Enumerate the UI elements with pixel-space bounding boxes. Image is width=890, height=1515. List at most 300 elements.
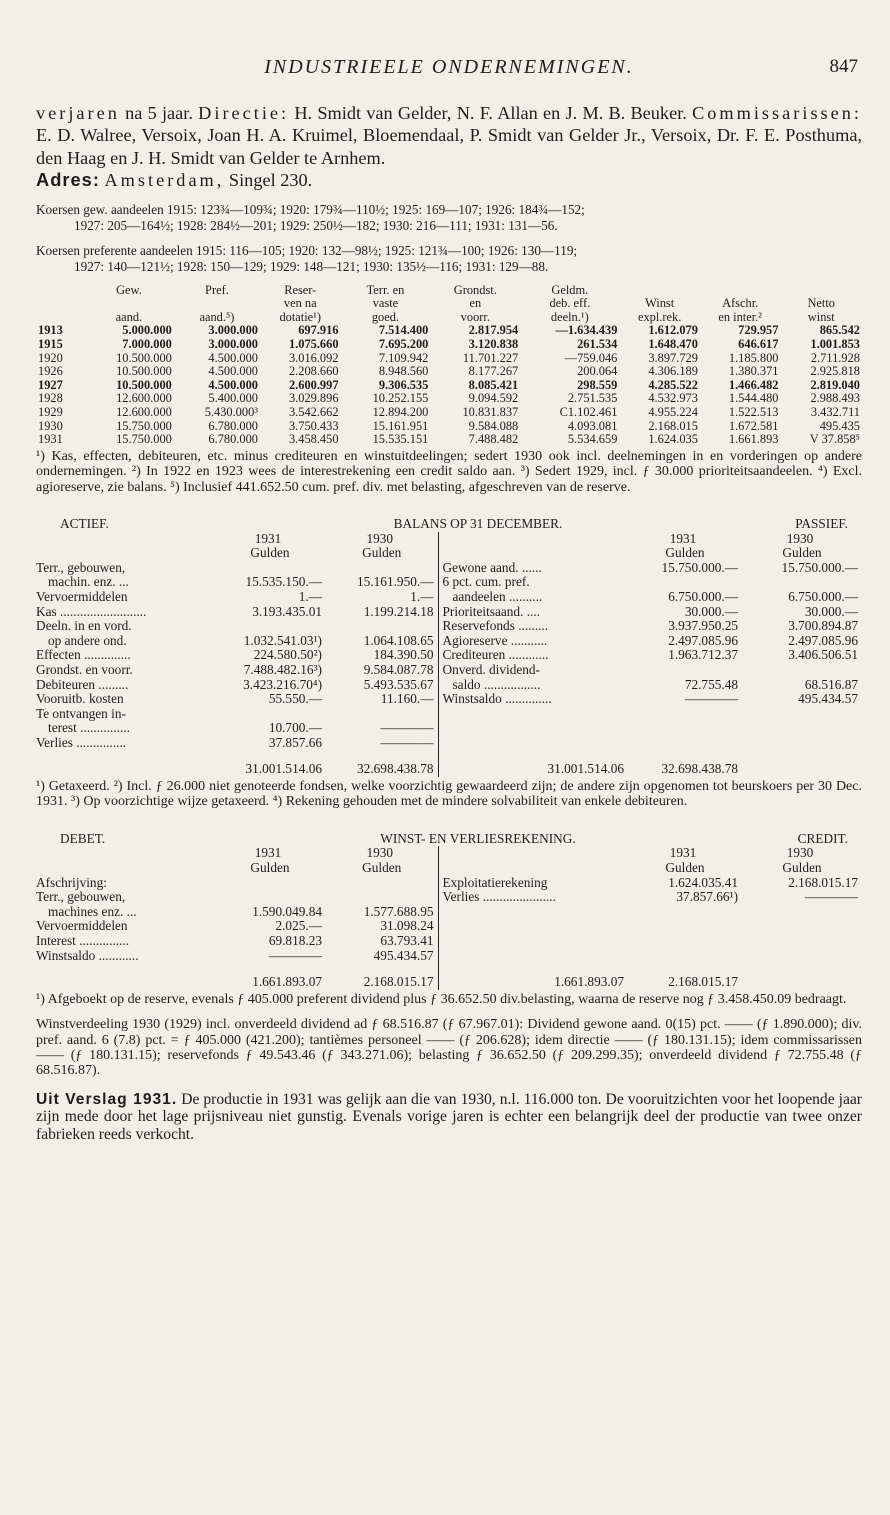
wv-unit-spacer2 [438,861,628,876]
wv-item-value [628,905,742,920]
verslag-text: De productie in 1931 was gelijk aan die van 1930, n.l. 116.000 ton. De vooruitzichten voor het loopende jaar zijn mede door het lage prijsniveau niet gunstig. Evenals vorige jaren is echter een belangrijk deel der productie van twee onzer fabrieken reeds verkocht. [36,1090,862,1144]
history-cell: 3.458.450 [288,432,339,447]
wv-row [36,905,862,920]
history-cell: 4.532.973 [648,391,698,406]
history-header-cell [36,311,84,325]
koersen-gewone [36,202,862,235]
balans-item-label: Kas .......................... [36,603,147,619]
balans-item-value: 55.550.— [268,691,322,707]
history-header-cell: Grondst. [453,282,497,297]
wv-item-value: ———— [804,889,858,905]
history-header-cell: Geldm. [551,282,589,297]
history-year: 1915 [38,337,63,351]
history-year: 1931 [38,432,63,447]
wv-year-1931-right: 1931 [669,845,697,861]
wv-unit-a: Gulden [250,860,290,876]
balans-row [36,721,862,736]
balans-item-label [438,736,628,751]
balans-item-value: 37.857.66 [268,734,322,750]
balans-unit-row [36,546,862,561]
wv-item-value [214,876,326,891]
balans-unit-a: Gulden [250,545,290,561]
history-cell: 4.285.522 [648,377,698,392]
history-cell: 2.711.928 [810,350,860,365]
history-row [36,433,862,447]
balans-item-value [742,575,862,590]
history-year: 1927 [38,377,63,392]
history-year: 1913 [38,323,63,338]
history-cell: 3.897.729 [648,350,698,365]
page [36,56,862,1144]
balans-item-label: Grondst. en voorr. [36,661,133,677]
history-row [36,392,862,406]
wv-row [36,934,862,949]
history-year: 1926 [38,364,63,379]
balans-unit-d: Gulden [782,545,822,561]
header-title: INDUSTRIEELE ONDERNEMINGEN. [264,56,634,78]
balans-item-label: Crediteuren ............ [438,648,628,663]
balans-item-label: aandeelen .......... [438,590,628,605]
wv-item-value: 69.818.23 [268,933,322,949]
history-cell: 5.000.000 [122,323,172,338]
history-cell: 3.750.433 [288,418,339,433]
balans-item-value: 7.488.482.16³) [243,661,322,677]
history-cell: 15.535.151 [372,432,429,447]
history-cell: 3.016.092 [288,350,339,365]
balans-item-value [326,561,438,576]
wv-item-value: 1.624.035.41 [668,874,738,890]
history-header-cell: deb. eff. [549,296,591,311]
balans-item-label: Deeln. in en vord. [36,618,132,634]
balans-item-label: Effecten .............. [36,647,131,663]
intro-paragraph [36,102,862,192]
history-cell: 3.120.838 [468,337,519,351]
balans-item-value [326,707,438,722]
adres-label: Adres: [36,169,100,191]
verslag-label: Uit Verslag 1931. [36,1090,178,1108]
balans-item-value: 1.— [298,588,322,604]
history-cell: 1.380.371 [728,364,779,379]
history-cell: 5.430.000³ [204,404,258,419]
history-header-cell: aand.⁵) [199,309,235,324]
balans-item-label: Onverd. dividend- [438,663,628,678]
wv-row [36,919,862,934]
balans-unit-b: Gulden [362,545,402,561]
history-header-cell [84,297,174,311]
history-header-cell [619,284,700,298]
balans-total-value: 32.698.438.78 [357,761,434,777]
wv-item-label: Interest ............... [36,933,130,949]
history-cell: 7.000.000 [122,337,172,351]
balans-item-value: 68.516.87 [804,676,858,692]
history-header-row [36,311,862,325]
history-header-cell [780,284,862,298]
wv-item-label: Verlies ...................... [438,890,628,905]
history-cell: 298.559 [577,377,618,392]
wv-item-label: machines enz. ... [48,903,137,919]
wv-year-spacer2 [438,846,628,861]
history-header-row [36,284,862,298]
wv-item-label [438,905,628,920]
history-cell: 1.544.480 [728,391,779,406]
balans-item-value: 72.755.48 [684,676,738,692]
history-cell: 9.094.592 [468,391,519,406]
balans-row [36,575,862,590]
history-cell: 1.075.660 [288,337,339,351]
wv-item-value [628,919,742,934]
balans-total-spacer [36,750,214,777]
balans-item-value [214,619,326,634]
balans-item-value: 1.— [410,588,434,604]
balans-item-label: Terr., gebouwen, [36,559,126,575]
balans-item-value: 15.161.950.— [357,574,434,590]
history-notes [36,449,862,495]
balans-item-value [214,707,326,722]
history-cell: 12.894.200 [372,404,429,419]
history-cell: —759.046 [564,350,618,365]
balans-item-value: 3.423.216.70⁴) [243,676,322,692]
balans-unit-spacer [36,546,214,561]
balans-item-value: 495.434.57 [798,691,858,707]
wv-item-label [438,949,628,964]
history-cell: 11.701.227 [462,350,519,365]
history-cell: 15.750.000 [116,432,172,447]
wv-item-label: Exploitatierekening [438,876,628,891]
history-cell: 7.695.200 [378,337,429,351]
history-header-cell: deeln.¹) [550,309,589,324]
history-header-cell: en [469,296,482,311]
history-cell: 697.916 [298,323,339,338]
wv-item-label [438,919,628,934]
balans-item-value: 2.497.085.96 [668,632,738,648]
balans-year-spacer2 [438,532,628,547]
commissarissen-label: Commissarissen: [692,103,863,123]
balans-item-value: 224.580.50²) [253,647,322,663]
balans-row [36,648,862,663]
balans-year-1931: 1931 [254,530,282,546]
history-cell: —1.634.439 [555,323,618,338]
history-cell: 10.500.000 [116,377,172,392]
wv-total-value: 2.168.015.17 [363,974,434,990]
balans-item-label: Gewone aand. ...... [438,561,628,576]
history-cell: 8.177.267 [468,364,519,379]
history-cell: 2.925.818 [810,364,860,379]
wv-right-caption: CREDIT. [797,830,848,846]
koersen-pref-line1: Koersen preferente aandeelen 1915: 116—105; 1920: 132—98½; 1925: 121¾—100; 1926: 130—119; [36,242,578,258]
history-cell: 10.252.155 [372,391,429,406]
balans-item-value [628,736,742,751]
history-header-cell: Winst [645,296,675,311]
history-cell: 6.780.000 [208,432,258,447]
history-cell: 3.000.000 [208,323,258,338]
balans-row [36,692,862,707]
wv-item-value: 495.434.57 [373,947,434,963]
history-cell: 4.500.000 [208,350,258,365]
wv-item-value [742,949,862,964]
profit-loss-notes-text: ¹) Afgeboekt op de reserve, evenals ƒ 405.000 preferent dividend plus ƒ 36.652.50 div.belasting, waarna de reserve nog ƒ 3.458.450.09 bedraagt. [36,991,847,1007]
history-cell: 1.624.035 [648,432,698,447]
wv-item-value: 63.793.41 [380,933,434,949]
history-cell: 10.831.837 [462,404,519,419]
wv-item-value [214,890,326,905]
history-header-cell: winst [807,309,835,324]
balans-item-value [214,561,326,576]
history-cell: 261.534 [577,337,618,351]
history-cell: 6.780.000 [208,418,258,433]
balans-row [36,663,862,678]
history-cell: 10.500.000 [116,364,172,379]
balans-total-value: 31.001.514.06 [438,750,628,777]
balans-item-value: ———— [380,734,434,750]
history-cell: 7.514.400 [378,323,429,338]
wv-total-value: 1.661.893.07 [252,974,322,990]
history-cell: 1.612.079 [648,323,698,338]
history-header-cell: Pref. [205,282,229,297]
balans-caption-row [36,517,862,532]
history-cell: 4.306.189 [648,364,698,379]
history-cell: 1.522.513 [728,404,779,419]
history-header-cell: expl.rek. [637,309,682,324]
history-cell: 8.948.560 [378,364,429,379]
adres-city: Amsterdam, [104,170,225,191]
wv-year-spacer [36,846,214,861]
history-header-cell [36,297,84,311]
profit-loss-account [36,832,862,990]
balans-row [36,678,862,693]
winstverdeeling [36,1017,862,1079]
balans-item-value: 2.497.085.96 [788,632,858,648]
wv-item-value: 1.590.049.84 [252,903,322,919]
balans-item-value: 1.963.712.37 [668,647,738,663]
balans-item-label: op andere ond. [48,632,127,648]
history-table [36,284,862,447]
balans-year-1930: 1930 [366,530,394,546]
balans-item-value: 1.199.214.18 [363,603,434,619]
history-cell: 8.085.421 [468,377,519,392]
history-cell: 200.064 [577,364,618,379]
balans-item-value: 9.584.087.78 [363,661,434,677]
wv-item-value: 2.168.015.17 [788,874,858,890]
history-cell: 2.208.660 [288,364,339,379]
history-row [36,420,862,434]
balans-item-value: 3.406.506.51 [788,647,858,663]
wv-total-row [36,963,862,990]
history-cell: 5.534.659 [567,432,618,447]
history-header-cell [36,284,84,298]
balans-item-value: 10.700.— [268,720,322,736]
balans-item-value [742,663,862,678]
wv-left-caption: DEBET. [60,830,106,846]
koersen-pref-line2: 1927: 140—121½; 1928: 150—129; 1929: 148—121; 1930: 135½—116; 1931: 129—88. [74,259,549,275]
history-header-cell: Terr. en [366,282,405,297]
history-cell: 1.466.482 [728,377,779,392]
history-cell: 1.648.470 [648,337,698,351]
wv-unit-row [36,861,862,876]
history-cell: 2.819.040 [810,377,860,392]
balans-item-label: Vervoermiddelen [36,588,128,604]
wv-total-value: 1.661.893.07 [438,963,628,990]
wv-unit-spacer [36,861,214,876]
running-header [36,56,862,90]
verslag-section [36,1091,862,1144]
history-notes-text: ¹) Kas, effecten, debiteuren, etc. minus crediteuren en winstuitdeelingen; sedert 1930 ook incl. deelnemingen in en vorderingen op andere ondernemingen. ²) In 1922 en 1923 wees de interestrekening een credit saldo aan. ³) Sedert 1929, incl. ƒ 30.000 prioriteitsaandeelen. ⁴) Excl. agioreserve, zie balans. ⁵) Inclusief 441.652.50 cum. pref. div. met belasting, afgeschreven van de reserve. [36,448,862,495]
wv-row [36,949,862,964]
history-cell: V 37.858⁵ [809,432,860,447]
wv-total-spacer [36,963,214,990]
wv-item-label: Winstsaldo ............ [36,947,139,963]
history-cell: 3.432.711 [810,404,860,419]
balans-item-value: ———— [684,691,738,707]
balans-item-label: Prioriteitsaand. .... [438,605,628,620]
balans-item-label: 6 pct. cum. pref. [438,575,628,590]
adres-street: Singel 230. [224,170,313,191]
history-header-cell [174,297,260,311]
history-cell: 1.661.893 [728,432,779,447]
balans-item-value [326,619,438,634]
balans-total-value: 32.698.438.78 [661,761,738,777]
balans-year-spacer [36,532,214,547]
profit-loss-notes [36,992,862,1007]
history-header-cell [700,284,781,298]
balans-item-label [438,721,628,736]
balance-notes-text: ¹) Getaxeerd. ²) Incl. ƒ 26.000 niet genoteerde fondsen, welke voorzichtig gewaardeerd zijn; de andere zijn opgenomen tot beurskoers per 30 Dec. 1931. ³) Op voorzichtige wijze getaxeerd. ⁴) Rekening gehouden met de mindere solvabiliteit van enkele debiteuren. [36,779,862,810]
history-cell: 10.500.000 [116,350,172,365]
balans-item-value: 15.535.150.— [245,574,322,590]
koersen-gewone-line1: Koersen gew. aandeelen 1915: 123¾—109¾; 1920: 179¾—110½; 1925: 169—107; 1926: 184¾—152; [36,201,585,217]
balans-right-caption: PASSIEF. [795,515,848,531]
balans-item-value [628,721,742,736]
history-cell: 2.751.535 [567,391,618,406]
history-cell: 15.750.000 [116,418,172,433]
page-number: 847 [829,56,858,77]
history-cell: 4.955.224 [648,404,698,419]
balans-unit-c: Gulden [665,545,705,561]
balans-item-value [628,707,742,722]
balans-item-value: 3.700.894.87 [788,618,858,634]
history-cell: C1.102.461 [559,404,618,419]
wv-year-1930: 1930 [366,845,394,861]
winstverdeeling-text: Winstverdeeling 1930 (1929) incl. onverdeeld dividend ad ƒ 68.516.87 (ƒ 67.967.01): Dividend gewone aand. 0(15) pct. —— (ƒ 1.890.000); div. pref. aand. 6 (7.8) pct. = ƒ 405.000 (421.200); tantièmes personeel —— (ƒ 206.628); idem directie —— (ƒ 180.131.15); idem commissarissen —— (ƒ 180.131.15); reservefonds ƒ 49.543.46 (ƒ 343.271.06); belasting ƒ 36.652.50 (ƒ 209.299.35); onverdeeld dividend ƒ 72.755.48 (ƒ 68.516.87). [36,1017,862,1079]
history-cell: 729.957 [738,323,779,338]
history-cell: 5.400.000 [208,391,258,406]
balans-unit-spacer2 [438,546,628,561]
balans-item-value: ———— [380,720,434,736]
history-row [36,338,862,352]
wv-item-value: 37.857.66¹) [676,889,738,905]
history-cell: 3.029.896 [288,391,339,406]
wv-item-value: 2.025.— [275,918,322,934]
balans-year-1931-right: 1931 [669,530,697,546]
balans-item-value: 6.750.000.— [668,588,738,604]
history-row [36,324,862,338]
history-header-cell: en inter.² [718,309,762,324]
directie-label: Directie: [198,103,290,123]
history-cell: 646.617 [738,337,779,351]
balans-item-value [742,707,862,722]
balans-item-value: 5.493.535.67 [363,676,434,692]
history-cell: 9.584.088 [468,418,519,433]
wv-year-1930-right: 1930 [786,845,814,861]
wv-item-value [742,919,862,934]
balans-item-label: machin. enz. ... [48,574,129,590]
history-year: 1930 [38,418,63,433]
history-cell: 15.161.951 [372,418,429,433]
balans-row [36,590,862,605]
history-cell: 9.306.535 [378,377,429,392]
history-header-cell: Afschr. [722,296,759,311]
balance-sheet [36,517,862,777]
wv-unit-d: Gulden [782,860,822,876]
history-header-cell: dotatie¹) [279,309,322,324]
history-cell: 495.435 [819,418,860,433]
koersen-gewone-line2: 1927: 205—164½; 1928: 284½—201; 1929: 250½—182; 1930: 216—111; 1931: 131—56. [74,218,558,234]
balans-item-label: Debiteuren ......... [36,676,129,692]
balans-item-value: 3.937.950.25 [668,618,738,634]
history-cell: 12.600.000 [116,404,172,419]
history-cell: 2.817.954 [468,323,519,338]
intro-verjaren: verjaren [36,103,120,123]
history-row [36,379,862,393]
history-header-cell: ven na [283,296,317,311]
balans-item-label: Agioreserve ........... [438,634,628,649]
history-cell: 2.600.997 [288,377,339,392]
history-header-cell: aand. [115,309,143,324]
balans-item-value: 30.000.— [804,603,858,619]
wv-year-1931: 1931 [254,845,282,861]
wv-item-value: ———— [268,947,322,963]
history-cell: 865.542 [819,323,860,338]
balans-row [36,707,862,722]
history-header-row [36,297,862,311]
balans-item-label: Reservefonds ......... [438,619,628,634]
history-cell: 1.001.853 [810,337,860,351]
wv-item-label: Afschrijving: [36,874,107,890]
wv-item-label: Vervoermiddelen [36,918,128,934]
wv-item-value: 1.577.688.95 [363,903,434,919]
history-cell: 4.500.000 [208,364,258,379]
wv-item-value [326,876,438,891]
koersen-pref [36,243,862,276]
balans-item-label: terest ............... [48,720,130,736]
balans-item-label: Winstsaldo .............. [438,692,628,707]
balans-item-value [628,575,742,590]
balans-row [36,561,862,576]
balans-item-label: Vooruitb. kosten [36,691,124,707]
wv-caption-row [36,832,862,847]
balans-item-value: 30.000.— [684,603,738,619]
history-cell: 4.093.081 [567,418,618,433]
history-cell: 4.500.000 [208,377,258,392]
balans-item-value: 184.390.50 [373,647,434,663]
balans-item-label: saldo ................. [438,678,628,693]
balans-left-caption: ACTIEF. [60,515,109,531]
wv-row [36,876,862,891]
history-header-cell: goed. [371,309,400,324]
history-cell: 1.672.581 [728,418,779,433]
balans-item-value: 15.750.000.— [781,559,858,575]
history-row [36,406,862,420]
wv-item-value [742,905,862,920]
history-cell: 12.600.000 [116,391,172,406]
balans-item-value: 6.750.000.— [788,588,858,604]
balans-total-row [36,750,862,777]
wv-unit-c: Gulden [665,860,705,876]
wv-unit-b: Gulden [362,860,402,876]
history-cell: 7.488.482 [468,432,519,447]
history-year: 1928 [38,391,63,406]
commissarissen-names: E. D. Walree, Versoix, Joan H. A. Kruimel, Bloemendaal, P. Smidt van Gelder Jr., Versoix, Dr. F. E. Posthuma, den Haag en J. H. Smidt van Gelder te Arnhem. [36,125,862,168]
history-row [36,365,862,379]
